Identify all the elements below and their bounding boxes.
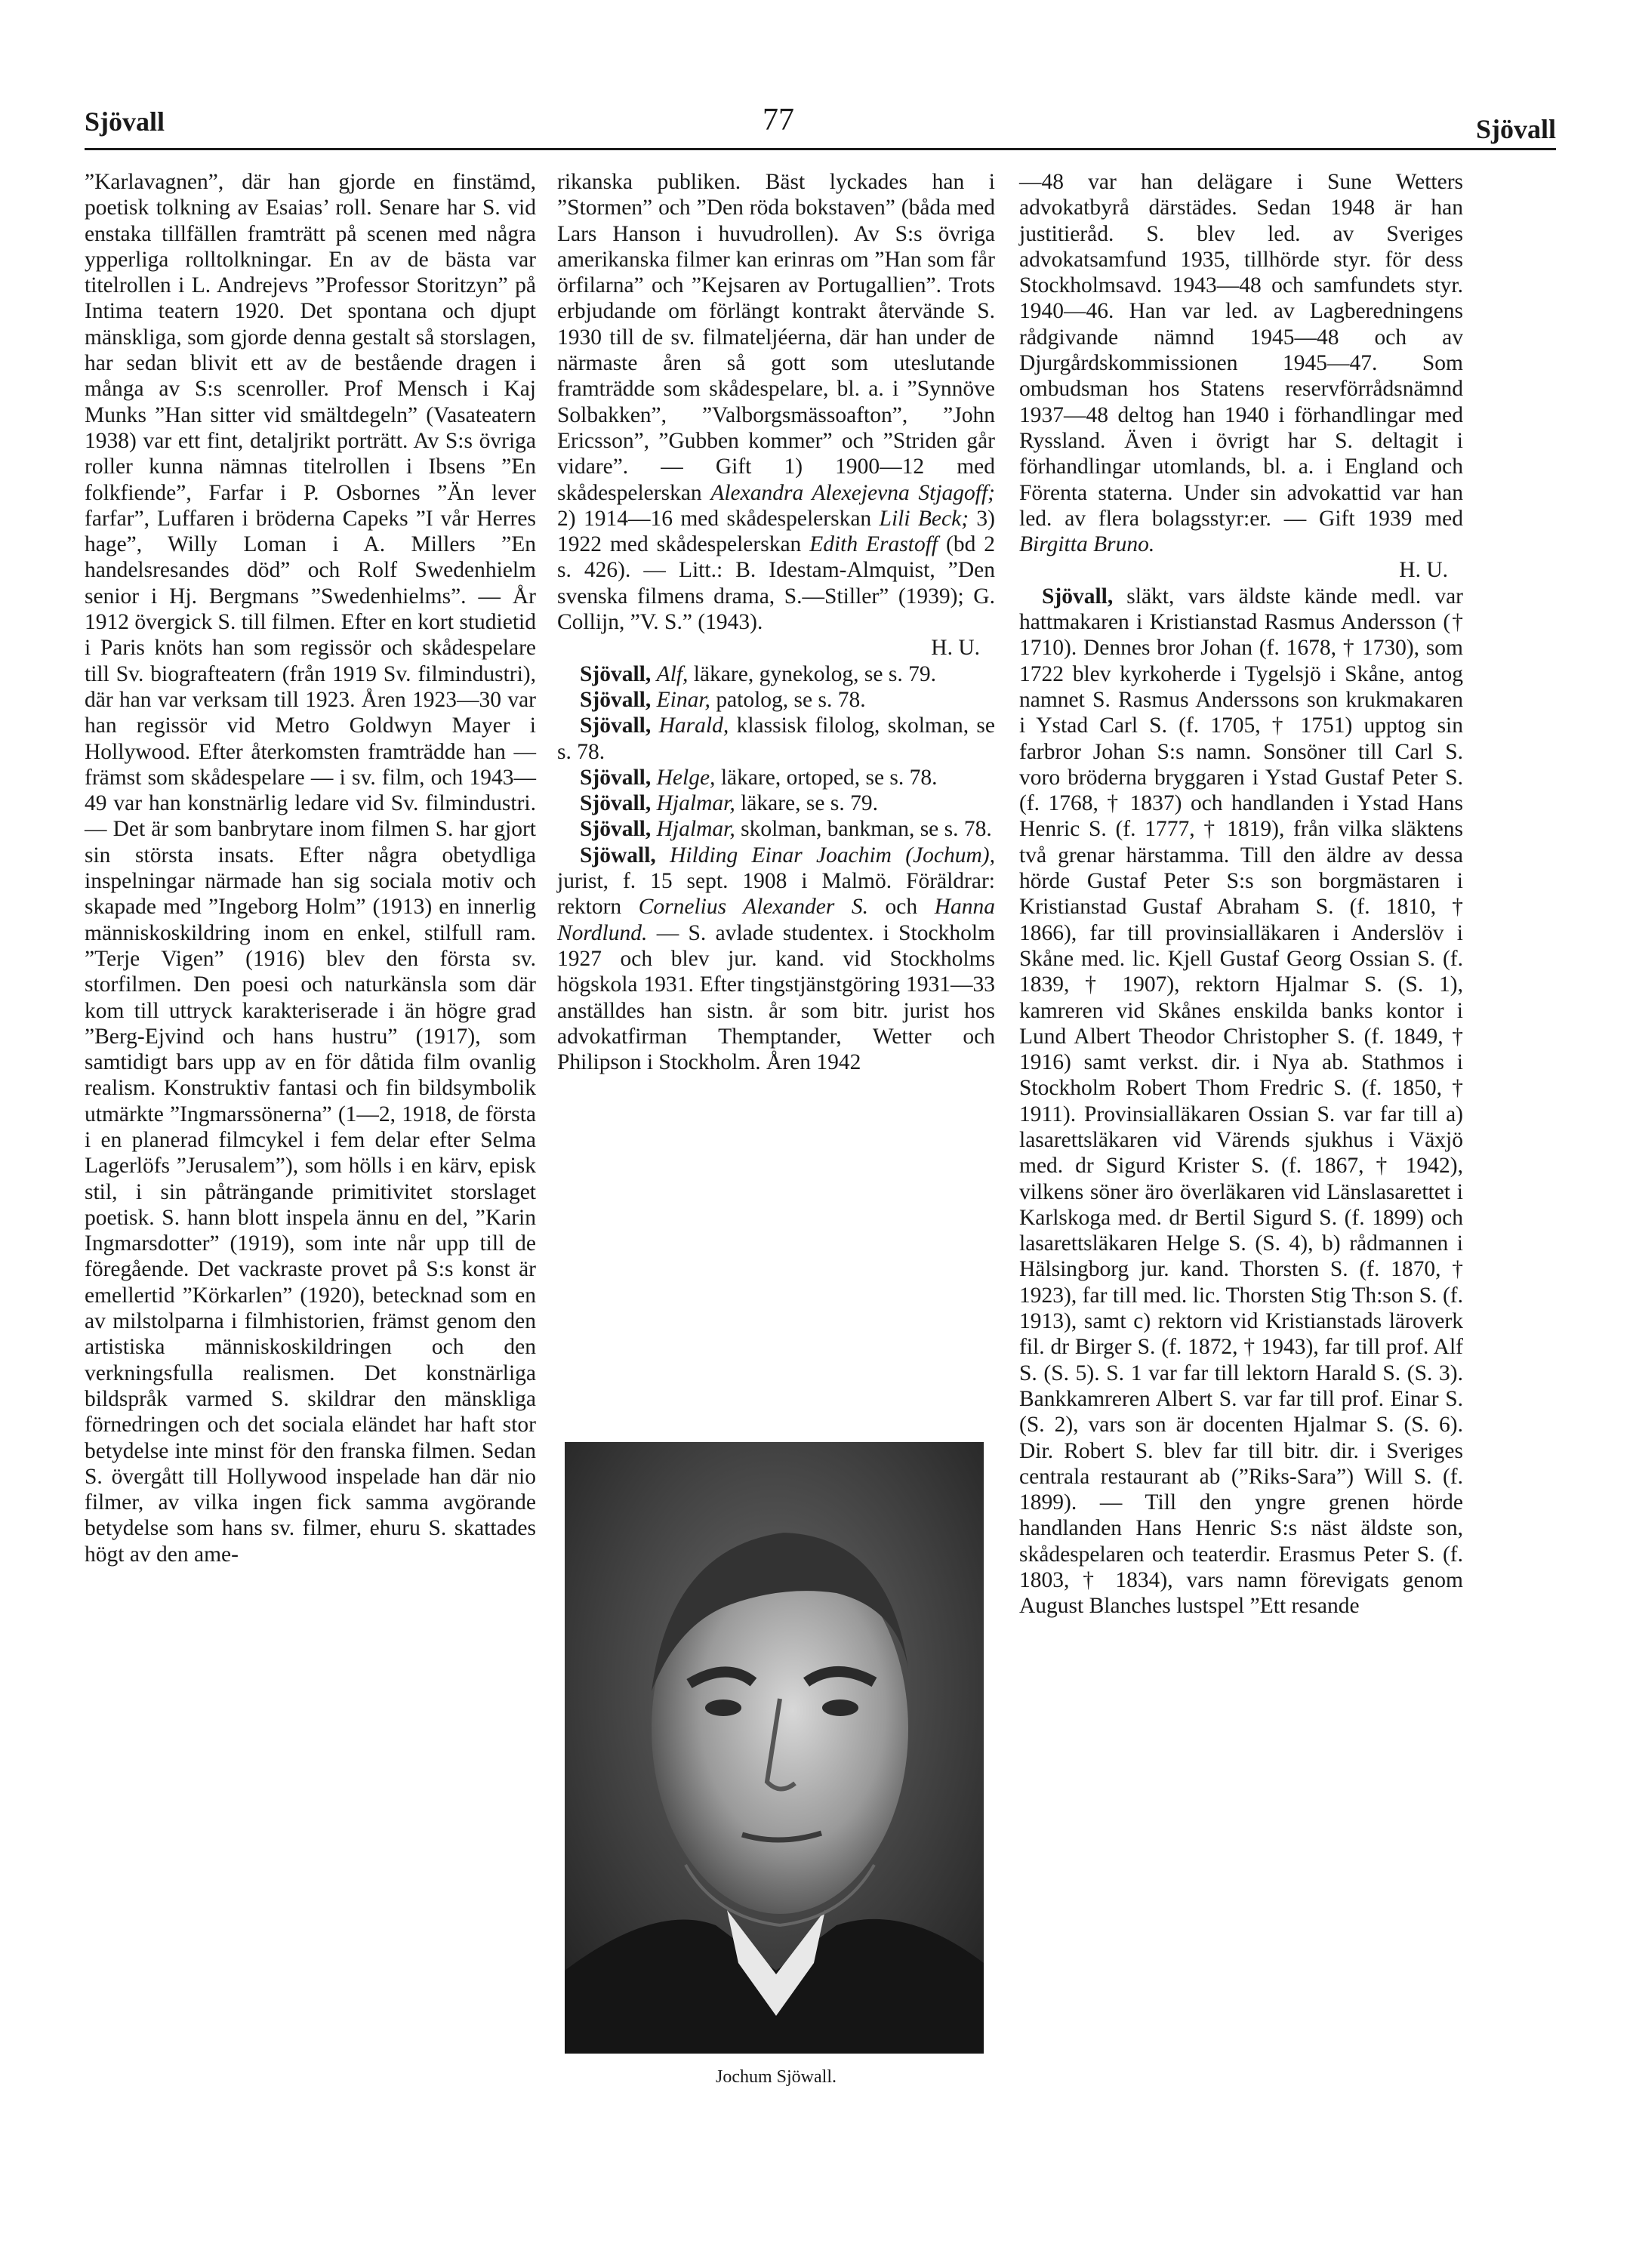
header-rule [85,148,1556,150]
cross-ref-entry: Sjövall, Hjalmar, läkare, se s. 79. [580,791,878,816]
family-entry: Sjövall, släkt, vars äldste kände medl. var hattmakaren i Kristianstad Rasmus Andersson († 1710). Dennes bror Johan (f. 1678, † 1730), som 1722 blev kyrkoherde i Tygelsjö i Skåne, antog namnet S. Rasmus Anderssons son krukmakaren i Ystad Carl S. (f. 1705, † 1751) upptog sin farbror Johan S:s namn. Sonsöner till Carl S. voro bröderna bryggaren i Ystad Gustaf Peter S. (f. 1768, † 1837) och handlanden i Ystad Hans Henric S. (f. 1777, † 1819), från vilka släktens två grenar härstamma. Till den äldre av dessa hörde Gustaf Peter S:s son borgmästaren i Kristianstad Gustaf Abraham S. (f. 1810, † 1866), far till provinsialläkaren i Anderslöv i Skåne med. lic. Kjell Gustaf Georg Ossian S. (f. 1839, † 1907), rektorn Hjalmar S. (S. 1), kamreren vid Skånes enskilda banks kontor i Lund Albert Theodor Christopher S. (f. 1849, † 1916) samt verkst. dir. i Nya ab. Stathmos i Stockholm Robert Thom Fredric S. (f. 1850, † 1911). Provinsialläkaren Ossian S. var far till a) lasarettsläkaren vid Värends sjukhus i Växjö med. dr Sigurd Krister S. (f. 1867, † 1942), vilkens söner äro överläkaren vid Länslasarettet i Karlskoga med. dr Bertil Sigurd S. (f. 1899) och lasarettsläkaren Helge S. (S. 4), b) rådmannen i Hälsingborg jur. kand. Thorsten S. (f. 1870, † 1923), far till med. lic. Thorsten Stig Th:son S. (f. 1913), samt c) rektorn vid Kristianstads läroverk fil. dr Birger S. (f. 1872, † 1943), far till prof. Alf S. (S. 5). S. 1 var far till lektorn Harald S. (S. 3). Bankkamreren Albert S. var far till prof. Einar S. (S. 2), vars son är docenten Hjalmar S. (S. 6). Dir. Robert S. blev far till bitr. dir. i Sveriges centrala restaurant ab (”Riks-Sara”) Will S. (f. 1899). — Till den yngre grenen hörde handlanden Hans Henric S:s näst äldste son, skådespelaren och teaterdir. Erasmus Peter S. (f. 1803, † 1834), vars namn förevigats genom August Blanches lustspel ”Ett resande [1019,584,1463,1619]
cross-ref-entry: Sjövall, Harald, klassisk filolog, skolman, se s. 78. [557,713,995,764]
text-run: (bd 2 s. 426). — Litt.: B. Idestam-Almquist, ”Den svenska filmens drama, S.—Stiller” (1939); G. Collijn, ”V. S.” (1943). [557,532,996,635]
text-run: rikanska publiken. Bäst lyckades han i ”Stormen” och ”Den röda bokstaven” (båda med Lars Hanson i huvudrollen). Av S:s övriga amerikanska filmer kan erinras om ”Han som får örfilarna” och ”Kejsaren av Portugallien”. Trots erbjudande om förlängt kontrakt återvände S. 1930 till de sv. filmateljéerna, där han under de närmaste åren så gott som uteslutande framträdde som skådespelare, bl. a. i ”Synnöve Solbakken”, ”Valborgsmässoafton”, ”John Ericsson”, ”Gubben kommer” och ”Striden går vidare”. — Gift 1) 1900—12 med skådespelerskan [557,170,995,505]
biography-entry: Sjöwall, Hilding Einar Joachim (Jochum), jurist, f. 15 sept. 1908 i Malmö. Föräldrar: rektorn Cornelius Alexander S. och Hanna Nordlund. — S. avlade studentex. i Stockholm 1927 och blev jur. kand. vid Stockholms högskola 1931. Efter tingstjänstgöring 1931—33 anställdes han sistn. år som bitr. jurist hos advokatfirman Themptander, Wetter och Philipson i Stockholm. Åren 1942 [557,843,996,1075]
spouse-name: Alexandra Alexejevna Stjagoff; [710,480,995,505]
signature: H. U. [1399,558,1448,583]
cross-ref-entry: Sjövall, Helge, läkare, ortoped, se s. 78. [580,765,938,790]
portrait-photo [565,1442,984,2054]
text-run: 3) 1922 med skådespelerskan [557,506,995,557]
article-text: —48 var han delägare i Sune Wetters advokatbyrå därstädes. Sedan 1948 är han justitieråd. S. blev led. av Sveriges advokatsamfund 1935, tillhörde styr. för dess Stockholmsavd. 1943—48 och samfundets styr. 1940—46. Han var led. av Lagberedningens rådgivande nämnd 1945—48 och av Djurgårdskommissionen 1945—47. Som ombudsman hos Statens reservförrådsnämnd 1937—48 deltog han 1940 i förhandlingar med Ryssland. Även i övrigt har S. deltagit i förhandlingar utomlands, bl. a. i England och Förenta staterna. Under sin advokattid var han led. av flera bolagsstyr:er. — Gift 1939 med Birgitta Bruno. [1019,170,1463,557]
column-left [85,169,536,1567]
page-number: 77 [763,103,794,137]
portrait-illustration [565,1442,984,2054]
article-text [557,169,995,635]
running-head-right: Sjövall [1475,114,1556,144]
column-right [1019,169,1463,1619]
signature: H. U. [931,636,980,661]
column-middle [557,169,995,1075]
running-head-left: Sjövall [85,106,165,137]
cross-ref-entry: Sjövall, Hjalmar, skolman, bankman, se s. 78. [580,817,992,842]
photo-caption: Jochum Sjöwall. [716,2067,837,2087]
article-text: ”Karlavagnen”, där han gjorde en finstämd, poetisk tolkning av Esaias’ roll. Senare har S. vid enstaka tillfällen framträtt på scenen med några ypperliga rolltolkningar. En av de bästa var titelrollen i L. Andrejevs ”Professor Storitzyn” på Intima teatern 1920. Det spontana och djupt mänskliga, som gjorde denna gestalt så storslagen, har sedan blivit ett av de bestående dragen i många av S:s scenroller. Prof Mensch i Kaj Munks ”Han sitter vid smältdegeln” (Vasateatern 1938) var ett fint, detaljrikt porträtt. Av S:s övriga roller kunna nämnas titelrollen i Ibsens ”En folkfiende”, Farfar i P. Osbornes ”Än lever farfar”, Luffaren i bröderna Capeks ”I vår Herres hage”, Willy Loman i A. Millers ”En handelsresandes död” och Rolf Swedenhielm senior i Hj. Bergmans ”Swedenhielms”. — År 1912 övergick S. till filmen. Efter en kort studietid i Paris knöts han som regissör och skådespelare till Sv. biografteatern (från 1919 Sv. filmindustri), där han var verksam till 1923. Åren 1923—30 var han regissör vid Metro Goldwyn Mayer i Hollywood. Efter återkomsten framträdde han — främst som skådespelare — i sv. film, och 1943—49 var han konstnärlig ledare vid Sv. filmindustri. — Det är som banbrytare inom filmen S. har gjort sin största insats. Efter några obetydliga inspelningar närmade han sig sociala motiv och skapade med ”Ingeborg Holm” (1913) en innerlig människoskildring inom en enkel, stilfull ram. ”Terje Vigen” (1916) blev den första sv. storfilmen. Den poesi och naturkänsla som där kom till uttryck karakteriserade i än högre grad ”Berg-Ejvind och hans hustru” (1917), som samtidigt bars upp av en för dåtida film ovanlig realism. Konstruktiv fantasi och fin bildsymbolik utmärkte ”Ingmarssönerna” (1—2, 1918, de första i en planerad filmcykel i fem delar efter Selma Lagerlöfs ”Jerusalem”), som hölls i en kärv, episk stil, i sin påträngande primitivitet storslaget poetisk. S. hann blott inspela ännu en del, ”Karin Ingmarsdotter” (1919), som inte når upp till de föregående. Det vackraste provet på S:s konst är emellertid ”Körkarlen” (1920), betecknad som en av milstolparna i filmhistorien, främst genom den artistiska människoskildringen och den verkningsfulla realismen. Det konstnärliga bildspråk varmed S. skildrar den mänskliga förnedringen och det sociala eländet har haft stor betydelse inte minst för den franska filmen. Sedan S. övergått till Hollywood inspelade han där nio filmer, av vilka ingen fick samma avgörande betydelse som hans sv. filmer, ehuru S. skattades högt av den ame- [85,170,536,1567]
text-run: 2) 1914—16 med skådespelerskan [557,506,880,531]
spouse-name: Edith Erastoff [809,532,938,557]
cross-ref-entry: Sjövall, Einar, patolog, se s. 78. [580,687,866,712]
spouse-name: Lili Beck; [879,506,969,531]
cross-ref-entry: Sjövall, Alf, läkare, gynekolog, se s. 79. [580,661,936,686]
